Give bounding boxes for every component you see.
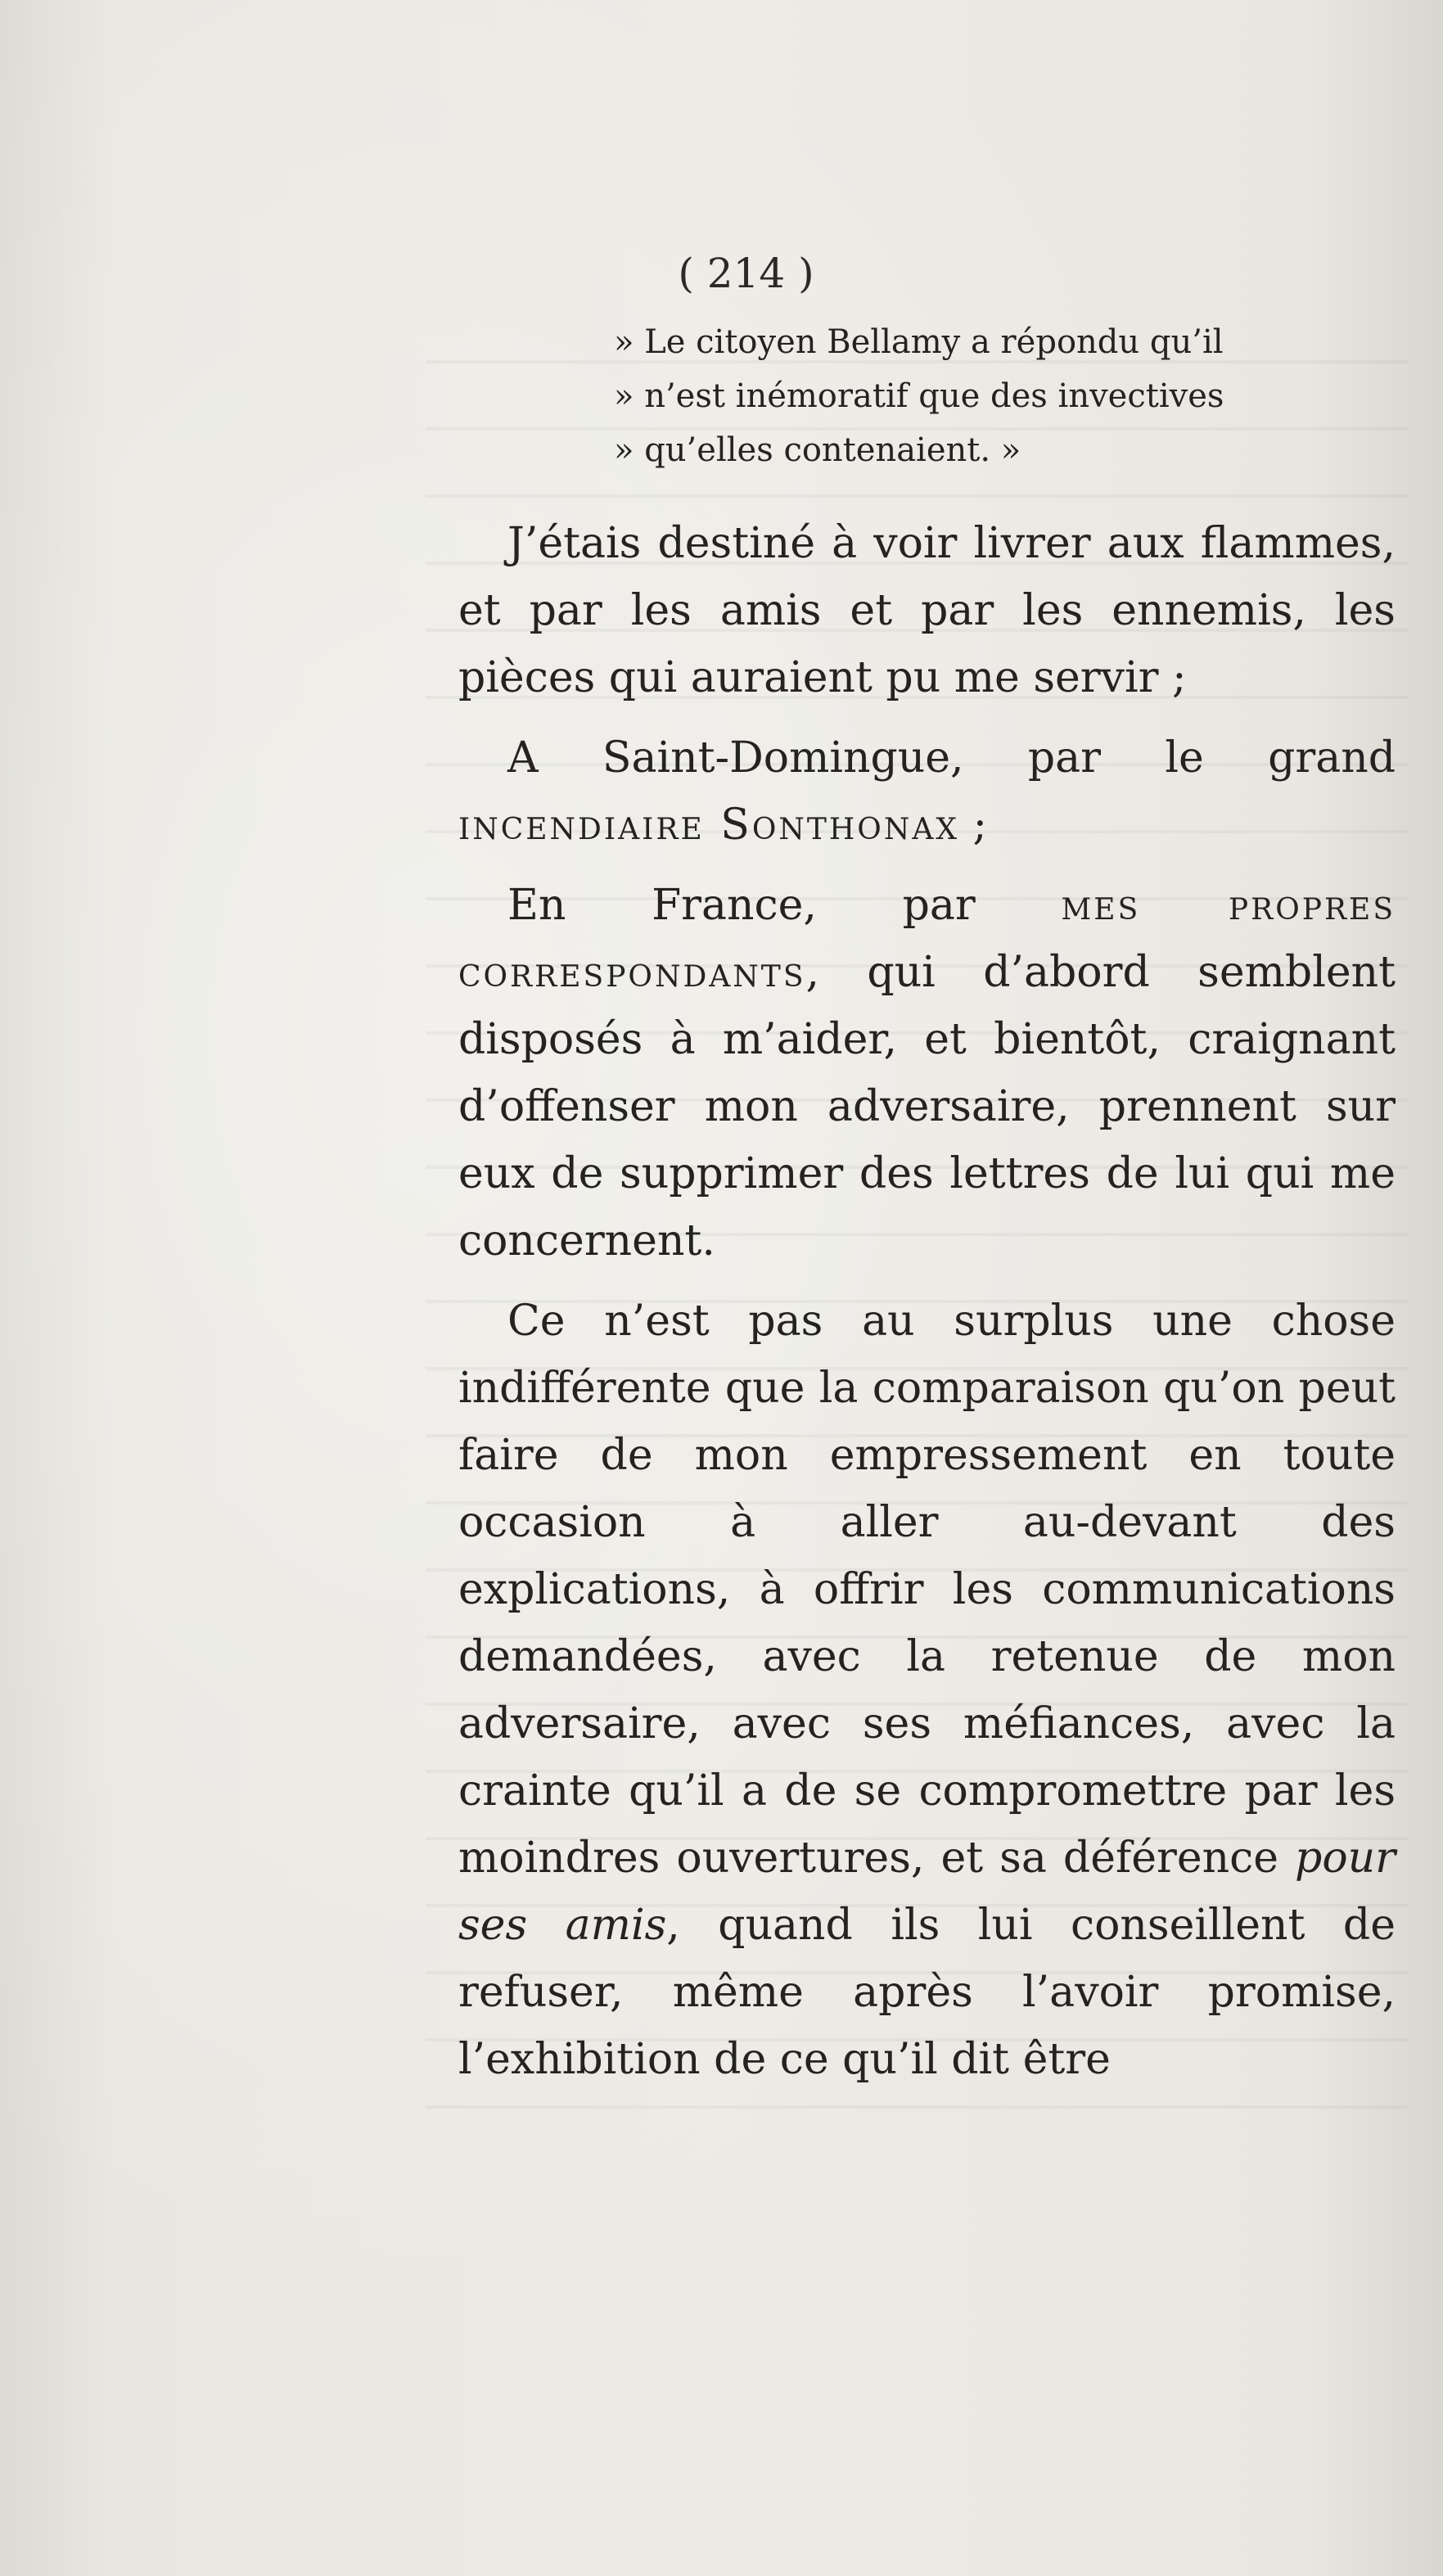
- quote-line: » Le citoyen Bellamy a répondu qu’il: [614, 323, 1224, 361]
- page-number: ( 214 ): [678, 250, 814, 297]
- quoted-passage: [458, 315, 1396, 477]
- page-text: [458, 315, 1396, 2106]
- paragraph: [458, 872, 1396, 1274]
- paragraph-text: A Saint-Domingue, par le grand: [507, 733, 1396, 783]
- italic-text: pour ses amis: [458, 1834, 1396, 1950]
- quote-line: » qu’elles contenaient. »: [614, 431, 1021, 469]
- quote-line: » n’est inémoratif que des invectives: [614, 377, 1224, 415]
- paragraph-text: En France, par: [507, 881, 1062, 930]
- paragraph-text: ;: [958, 801, 988, 850]
- paragraph: [458, 1288, 1396, 2093]
- paragraph-text: , quand ils lui conseillent de refuser, même après l’avoir promise, l’exhibition de ce qu’il dit être: [458, 1901, 1396, 2084]
- small-caps-text: incendiaire Sonthonax: [458, 801, 959, 850]
- paragraph: [458, 724, 1396, 859]
- paragraph: J’étais destiné à voir livrer aux flammes, et par les amis et par les ennemis, les pièces qui auraient pu me servir ;: [458, 519, 1396, 702]
- paragraph-text: , qui d’abord semblent disposés à m’aider, et bientôt, craignant d’offenser mon adversaire, prennent sur eux de supprimer des lettres de lui qui me concernent.: [458, 948, 1396, 1265]
- paragraph-text: Ce n’est pas au surplus une chose indifférente que la comparaison qu’on peut faire de mon empressement en toute occasion à aller au-devant des explications, à offrir les communications demandées, avec la retenue de mon adversaire, avec ses méfiances, avec la crainte qu’il a de se compromettre par les moindres ouvertures, et sa déférence: [458, 1297, 1396, 1883]
- small-caps-text: mes propres correspondants: [458, 881, 1396, 997]
